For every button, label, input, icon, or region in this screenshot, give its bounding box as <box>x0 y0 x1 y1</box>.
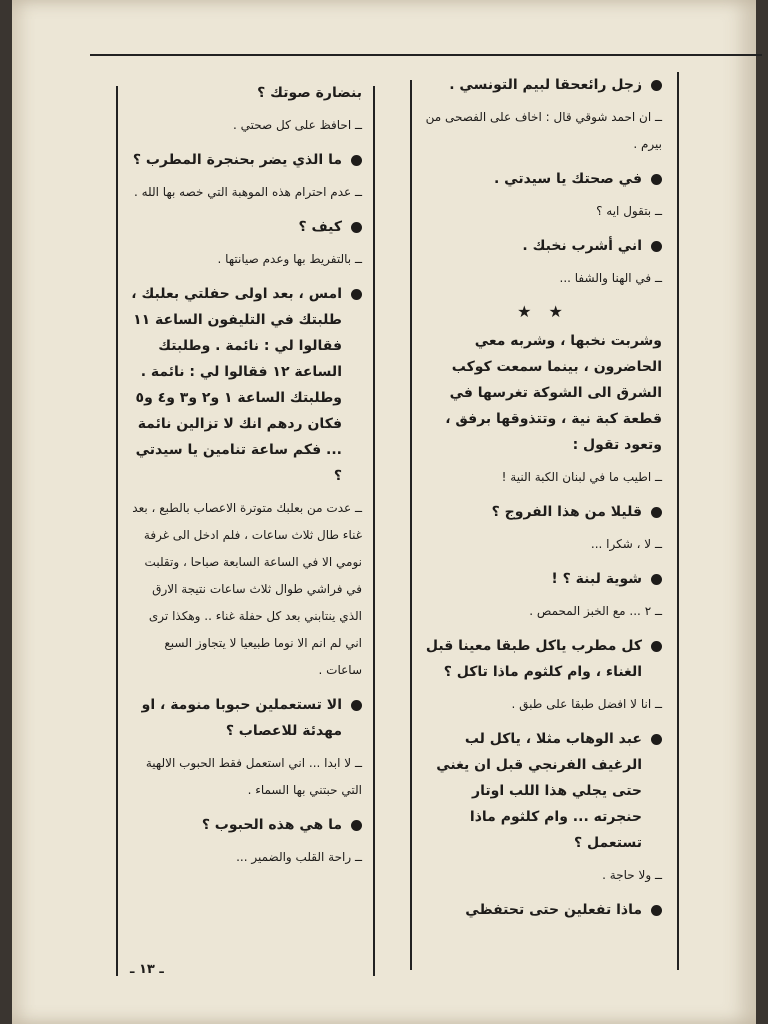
answer: ــ اطيب ما في لبنان الكبة النية ! <box>501 470 662 484</box>
answer: ــ انا لا افضل طبقا على طبق . <box>511 697 662 711</box>
bullet-icon <box>651 641 662 652</box>
question: كل مطرب ياكل طبقا معينا قبل الغناء ، وام كلثوم ماذا تاكل ؟ <box>424 633 662 685</box>
right-column <box>424 72 662 929</box>
top-rule <box>90 54 762 56</box>
question: زجل رائعحقا لبيم التونسي . <box>424 72 662 98</box>
bullet-icon <box>351 155 362 166</box>
answer: ــ بالتفريط بها وعدم صيانتها . <box>217 252 362 266</box>
answer: ــ ٢ ... مع الخبز المحمص . <box>529 604 662 618</box>
bullet-icon <box>351 222 362 233</box>
answer: ــ احافظ على كل صحتي . <box>233 118 362 132</box>
question: شوية لبنة ؟ ! <box>424 566 662 592</box>
answer: ــ بتقول ايه ؟ <box>596 204 662 218</box>
bullet-icon <box>651 80 662 91</box>
answer: ــ ان احمد شوقي قال : اخاف على الفصحى من بيرم . <box>425 110 662 151</box>
answer: ــ لا ، شكرا ... <box>590 537 662 551</box>
answer: ــ في الهنا والشفا ... <box>559 271 662 285</box>
question: ماذا تفعلين حتى تحتفظي <box>424 897 662 923</box>
column-rule-right-outer <box>677 72 679 970</box>
answer: ــ لا ابدا ... اني استعمل فقط الحبوب الالهية التي حبتني بها السماء . <box>145 756 362 797</box>
bullet-icon <box>651 174 662 185</box>
section-stars: ★ ★ <box>517 302 569 321</box>
question: الا تستعملين حبوبا منومة ، او مهدئة للاعصاب ؟ <box>130 692 362 744</box>
column-rule-right-inner <box>410 80 412 970</box>
bullet-icon <box>651 905 662 916</box>
answer: ــ عدت من بعلبك متوترة الاعصاب بالطبع ، بعد غناء طال ثلاث ساعات ، فلم ادخل الى غرفة نومي الا في الساعة السابعة صباحا ، وتقلبت في فراشي طوال ثلاث ساعات نتيجة الارق الذي ينتابني بعد كل حفلة غناء .. وهكذا ترى اني لم انم الا نوما طبيعيا لا يتجاوز السبع ساعات . <box>132 501 362 677</box>
page-number: ـ ١٣ ـ <box>130 962 164 977</box>
bullet-icon <box>651 574 662 585</box>
bullet-icon <box>651 734 662 745</box>
question: ما هي هذه الحبوب ؟ <box>130 812 362 838</box>
question-continuation: بنضارة صوتك ؟ <box>257 85 362 101</box>
answer: ــ عدم احترام هذه الموهبة التي خصه بها الله . <box>133 185 362 199</box>
question: كيف ؟ <box>130 214 362 240</box>
left-column <box>130 80 362 879</box>
bullet-icon <box>651 507 662 518</box>
bullet-icon <box>351 700 362 711</box>
answer: ــ راحة القلب والضمير ... <box>236 850 362 864</box>
question: اني أشرب نخبك . <box>424 233 662 259</box>
column-rule-left-inner <box>373 86 375 976</box>
bullet-icon <box>351 820 362 831</box>
question: عبد الوهاب مثلا ، ياكل لب الرغيف الفرنجي قبل ان يغني حتى يجلي هذا اللب اوتار حنجرته ... وام كلثوم ماذا تستعمل ؟ <box>424 726 662 856</box>
question: في صحتك يا سيدتي . <box>424 166 662 192</box>
question: قليلا من هذا الفروج ؟ <box>424 499 662 525</box>
magazine-page <box>12 0 756 1024</box>
narrative-paragraph: وشربت نخبها ، وشربه معي الحاضرون ، بينما سمعت كوكب الشرق الى الشوكة تغرسها في قطعة كبة نية ، وتتذوقها برفق ، وتعود تقول : <box>445 333 662 453</box>
column-rule-left-outer <box>116 86 118 976</box>
bullet-icon <box>351 289 362 300</box>
question: ما الذي يضر بحنجرة المطرب ؟ <box>130 147 362 173</box>
bullet-icon <box>651 241 662 252</box>
question: امس ، بعد اولى حفلتي بعلبك ، طلبتك في التليفون الساعة ١١ فقالوا لي : نائمة . وطلبتك الساعة ١٢ فقالوا لي : نائمة . وطلبتك الساعة ١ و٢ و٣ و٤ و٥ فكان ردهم انك لا تزالين نائمة ... فكم ساعة تنامين يا سيدتي ؟ <box>130 281 362 489</box>
answer: ــ ولا حاجة . <box>602 868 662 882</box>
